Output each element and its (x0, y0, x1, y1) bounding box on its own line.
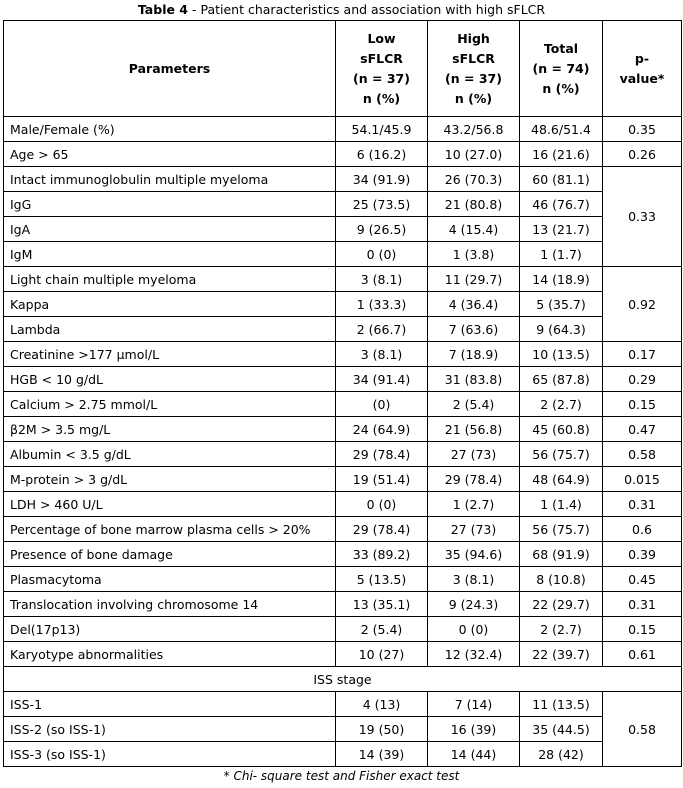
total-cell: 9 (64.3) (520, 317, 603, 342)
low-cell: 4 (13) (336, 692, 428, 717)
table-row (4, 217, 682, 242)
table-row (4, 342, 682, 367)
high-cell: 11 (29.7) (428, 267, 520, 292)
total-cell: 35 (44.5) (520, 717, 603, 742)
parameter-cell: Kappa (4, 292, 336, 317)
total-cell: 48.6/51.4 (520, 117, 603, 142)
total-cell: 14 (18.9) (520, 267, 603, 292)
parameter-cell: M-protein > 3 g/dL (4, 467, 336, 492)
total-cell: 2 (2.7) (520, 392, 603, 417)
high-cell: 14 (44) (428, 742, 520, 767)
p-value-cell: 0.015 (603, 467, 682, 492)
table-row (4, 292, 682, 317)
parameter-cell: ISS-2 (so ISS-1) (4, 717, 336, 742)
low-cell: 5 (13.5) (336, 567, 428, 592)
parameter-cell: ISS-1 (4, 692, 336, 717)
table-row (4, 142, 682, 167)
iss-section-row (4, 667, 682, 692)
header-row (4, 21, 682, 117)
total-cell: 10 (13.5) (520, 342, 603, 367)
high-cell: 27 (73) (428, 442, 520, 467)
low-cell: 6 (16.2) (336, 142, 428, 167)
table-row (4, 467, 682, 492)
p-value-cell: 0.39 (603, 542, 682, 567)
table-row (4, 692, 682, 717)
low-cell: (0) (336, 392, 428, 417)
header-low: Low sFLCR (n = 37) n (%) (336, 21, 428, 117)
parameter-cell: Lambda (4, 317, 336, 342)
low-cell: 3 (8.1) (336, 342, 428, 367)
high-cell: 3 (8.1) (428, 567, 520, 592)
header-total: Total (n = 74) n (%) (520, 21, 603, 117)
low-cell: 19 (51.4) (336, 467, 428, 492)
high-cell: 4 (36.4) (428, 292, 520, 317)
low-cell: 33 (89.2) (336, 542, 428, 567)
high-cell: 31 (83.8) (428, 367, 520, 392)
p-value-cell: 0.31 (603, 592, 682, 617)
total-cell: 22 (39.7) (520, 642, 603, 667)
low-cell: 24 (64.9) (336, 417, 428, 442)
table-caption: - Patient characteristics and association with high sFLCR (188, 2, 546, 17)
low-cell: 3 (8.1) (336, 267, 428, 292)
table-row (4, 417, 682, 442)
high-cell: 4 (15.4) (428, 217, 520, 242)
high-cell: 1 (3.8) (428, 242, 520, 267)
total-cell: 8 (10.8) (520, 567, 603, 592)
p-value-cell: 0.15 (603, 392, 682, 417)
p-value-cell: 0.6 (603, 517, 682, 542)
table-row (4, 317, 682, 342)
table-row (4, 117, 682, 142)
total-cell: 5 (35.7) (520, 292, 603, 317)
high-cell: 0 (0) (428, 617, 520, 642)
parameter-cell: Plasmacytoma (4, 567, 336, 592)
high-cell: 1 (2.7) (428, 492, 520, 517)
total-cell: 56 (75.7) (520, 517, 603, 542)
low-cell: 34 (91.9) (336, 167, 428, 192)
header-parameters: Parameters (4, 21, 336, 117)
high-cell: 7 (18.9) (428, 342, 520, 367)
low-cell: 19 (50) (336, 717, 428, 742)
table-title (0, 0, 683, 20)
total-cell: 48 (64.9) (520, 467, 603, 492)
low-cell: 1 (33.3) (336, 292, 428, 317)
header-high: High sFLCR (n = 37) n (%) (428, 21, 520, 117)
total-cell: 22 (29.7) (520, 592, 603, 617)
high-cell: 21 (56.8) (428, 417, 520, 442)
total-cell: 13 (21.7) (520, 217, 603, 242)
table-row (4, 717, 682, 742)
high-cell: 21 (80.8) (428, 192, 520, 217)
parameter-cell: IgG (4, 192, 336, 217)
total-cell: 1 (1.4) (520, 492, 603, 517)
total-cell: 46 (76.7) (520, 192, 603, 217)
p-value-cell: 0.33 (603, 167, 682, 267)
high-cell: 9 (24.3) (428, 592, 520, 617)
p-value-cell: 0.45 (603, 567, 682, 592)
parameter-cell: Translocation involving chromosome 14 (4, 592, 336, 617)
p-value-cell: 0.29 (603, 367, 682, 392)
table-row (4, 742, 682, 767)
low-cell: 29 (78.4) (336, 517, 428, 542)
low-cell: 54.1/45.9 (336, 117, 428, 142)
table-row (4, 617, 682, 642)
parameter-cell: LDH > 460 U/L (4, 492, 336, 517)
table-row (4, 517, 682, 542)
low-cell: 29 (78.4) (336, 442, 428, 467)
parameter-cell: ISS-3 (so ISS-1) (4, 742, 336, 767)
patient-characteristics-table (3, 20, 682, 767)
high-cell: 43.2/56.8 (428, 117, 520, 142)
total-cell: 2 (2.7) (520, 617, 603, 642)
total-cell: 45 (60.8) (520, 417, 603, 442)
parameter-cell: Age > 65 (4, 142, 336, 167)
high-cell: 10 (27.0) (428, 142, 520, 167)
high-cell: 2 (5.4) (428, 392, 520, 417)
p-value-cell: 0.17 (603, 342, 682, 367)
table-row (4, 367, 682, 392)
high-cell: 16 (39) (428, 717, 520, 742)
p-value-cell: 0.35 (603, 117, 682, 142)
table-row (4, 567, 682, 592)
parameter-cell: Light chain multiple myeloma (4, 267, 336, 292)
parameter-cell: Del(17p13) (4, 617, 336, 642)
total-cell: 56 (75.7) (520, 442, 603, 467)
parameter-cell: Albumin < 3.5 g/dL (4, 442, 336, 467)
low-cell: 9 (26.5) (336, 217, 428, 242)
high-cell: 7 (63.6) (428, 317, 520, 342)
total-cell: 1 (1.7) (520, 242, 603, 267)
table-row (4, 492, 682, 517)
table-row (4, 242, 682, 267)
table-row (4, 167, 682, 192)
parameter-cell: Presence of bone damage (4, 542, 336, 567)
p-value-cell: 0.26 (603, 142, 682, 167)
low-cell: 0 (0) (336, 492, 428, 517)
low-cell: 13 (35.1) (336, 592, 428, 617)
parameter-cell: Karyotype abnormalities (4, 642, 336, 667)
parameter-cell: Percentage of bone marrow plasma cells > 20% (4, 517, 336, 542)
parameter-cell: IgA (4, 217, 336, 242)
table-row (4, 642, 682, 667)
total-cell: 11 (13.5) (520, 692, 603, 717)
p-value-cell: 0.58 (603, 442, 682, 467)
low-cell: 34 (91.4) (336, 367, 428, 392)
low-cell: 2 (66.7) (336, 317, 428, 342)
high-cell: 27 (73) (428, 517, 520, 542)
parameter-cell: Calcium > 2.75 mmol/L (4, 392, 336, 417)
table-row (4, 392, 682, 417)
low-cell: 14 (39) (336, 742, 428, 767)
footnote: * Chi- square test and Fisher exact test (223, 769, 460, 783)
parameter-cell: Male/Female (%) (4, 117, 336, 142)
p-value-cell: 0.15 (603, 617, 682, 642)
iss-stage-label: ISS stage (4, 667, 682, 692)
high-cell: 29 (78.4) (428, 467, 520, 492)
low-cell: 0 (0) (336, 242, 428, 267)
p-value-cell: 0.58 (603, 692, 682, 767)
high-cell: 12 (32.4) (428, 642, 520, 667)
parameter-cell: Creatinine >177 µmol/L (4, 342, 336, 367)
p-value-cell: 0.92 (603, 267, 682, 342)
p-value-cell: 0.61 (603, 642, 682, 667)
total-cell: 16 (21.6) (520, 142, 603, 167)
total-cell: 65 (87.8) (520, 367, 603, 392)
high-cell: 35 (94.6) (428, 542, 520, 567)
low-cell: 25 (73.5) (336, 192, 428, 217)
low-cell: 10 (27) (336, 642, 428, 667)
table-row (4, 542, 682, 567)
high-cell: 26 (70.3) (428, 167, 520, 192)
total-cell: 60 (81.1) (520, 167, 603, 192)
table-row (4, 192, 682, 217)
table-number: Table 4 (137, 2, 189, 17)
low-cell: 2 (5.4) (336, 617, 428, 642)
parameter-cell: HGB < 10 g/dL (4, 367, 336, 392)
table-row (4, 267, 682, 292)
parameter-cell: β2M > 3.5 mg/L (4, 417, 336, 442)
header-p-value: p- value* (603, 21, 682, 117)
total-cell: 28 (42) (520, 742, 603, 767)
high-cell: 7 (14) (428, 692, 520, 717)
table-row (4, 442, 682, 467)
total-cell: 68 (91.9) (520, 542, 603, 567)
p-value-cell: 0.47 (603, 417, 682, 442)
table-row (4, 592, 682, 617)
parameter-cell: IgM (4, 242, 336, 267)
p-value-cell: 0.31 (603, 492, 682, 517)
parameter-cell: Intact immunoglobulin multiple myeloma (4, 167, 336, 192)
